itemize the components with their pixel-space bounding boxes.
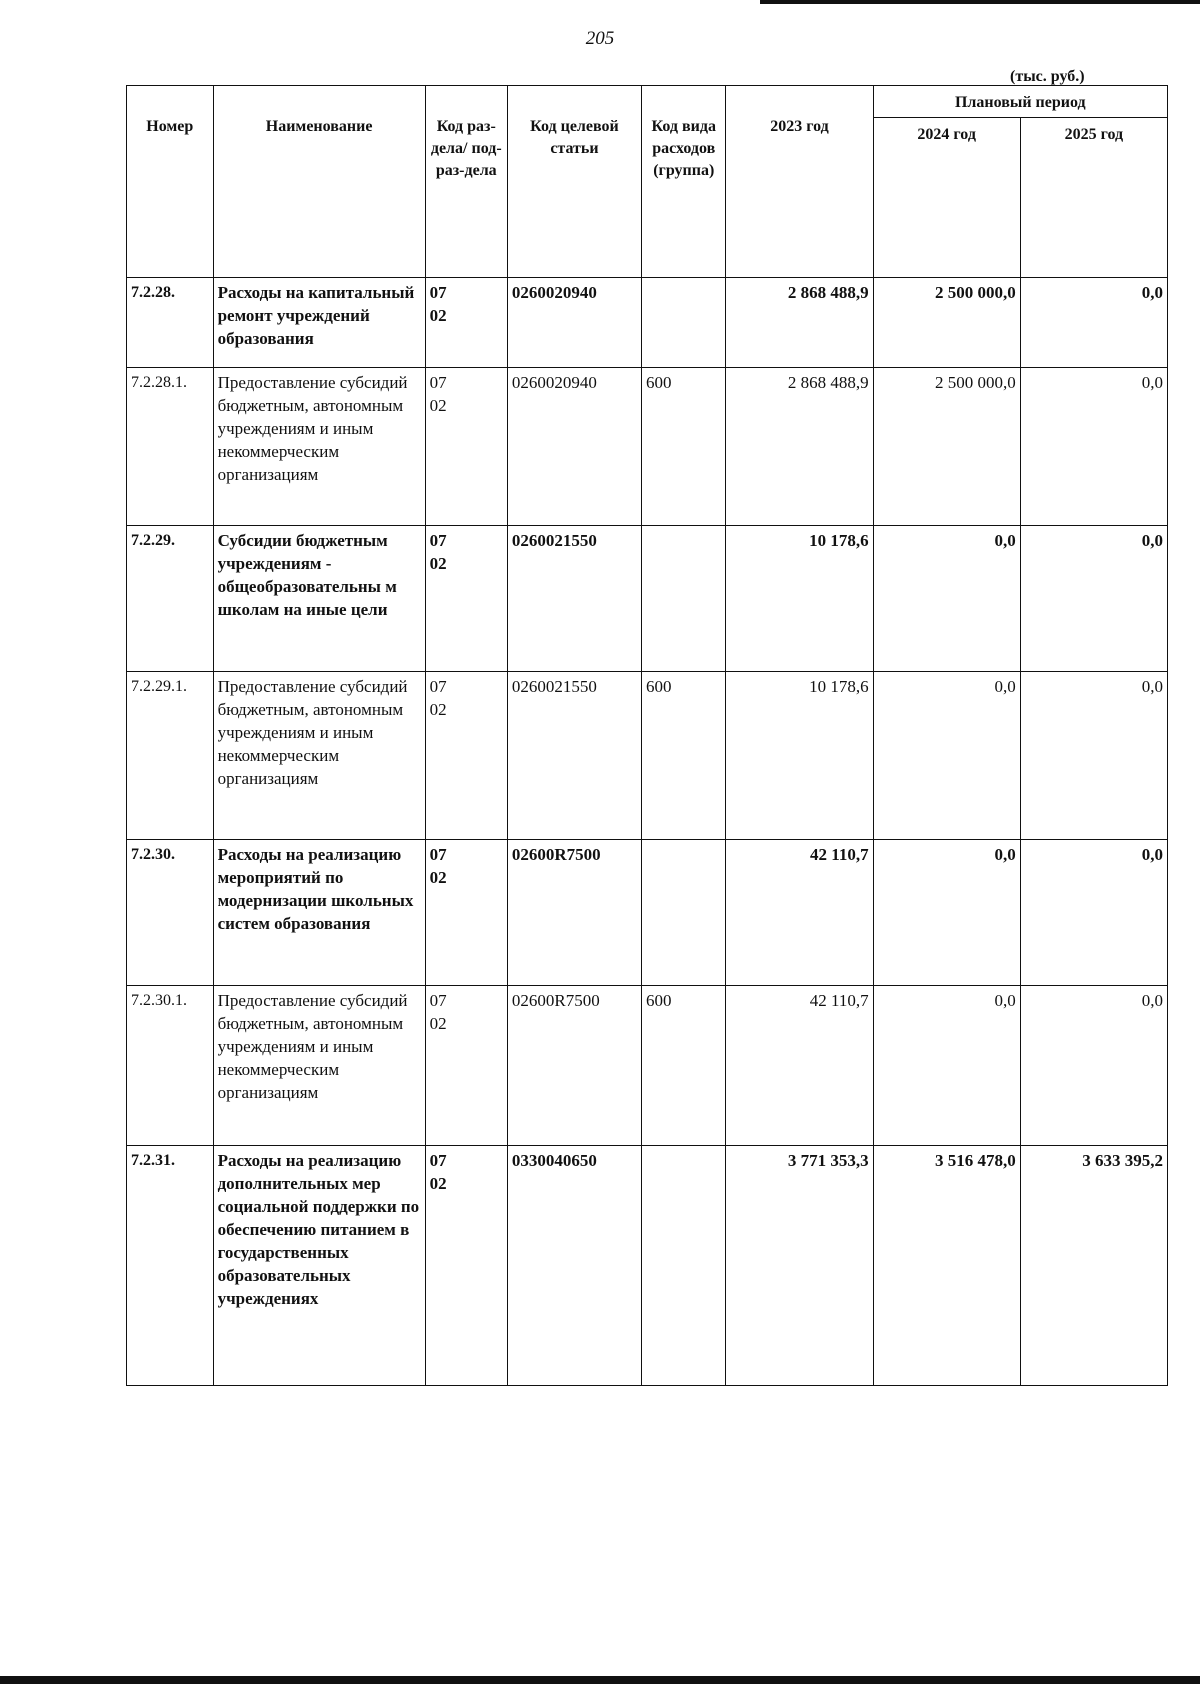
- row-amount-2024: 2 500 000,0: [873, 368, 1020, 526]
- row-target-code: 02600R7500: [507, 986, 641, 1146]
- row-amount-2023: 2 868 488,9: [726, 368, 873, 526]
- header-number: Номер: [127, 86, 214, 278]
- row-target-code: 0260021550: [507, 672, 641, 840]
- row-section-code: [425, 368, 507, 526]
- row-amount-2025: 3 633 395,2: [1020, 1146, 1167, 1386]
- row-amount-2024: 0,0: [873, 986, 1020, 1146]
- row-amount-2025: 0,0: [1020, 672, 1167, 840]
- row-amount-2023: 42 110,7: [726, 986, 873, 1146]
- row-name: Расходы на реализацию дополнительных мер социальной поддержки по обеспечению питанием в государственных образовательных учреждениях: [213, 1146, 425, 1386]
- row-section-code: [425, 986, 507, 1146]
- row-amount-2024: 2 500 000,0: [873, 278, 1020, 368]
- row-subsection: 02: [429, 396, 447, 415]
- header-plan-period: Плановый период: [873, 86, 1167, 118]
- header-name: Наименование: [213, 86, 425, 278]
- row-amount-2023: 3 771 353,3: [726, 1146, 873, 1386]
- row-subsection: 02: [429, 554, 447, 573]
- row-target-code: 0260021550: [507, 526, 641, 672]
- header-section-code: Код раз-дела/ под-раз-дела: [425, 86, 507, 278]
- header-expense-type: Код вида расходов (группа): [642, 86, 726, 278]
- row-amount-2023: 10 178,6: [726, 526, 873, 672]
- units-label: (тыс. руб.): [1010, 68, 1085, 85]
- table-row: [127, 1146, 1168, 1386]
- table-row: [127, 672, 1168, 840]
- row-target-code: 02600R7500: [507, 840, 641, 986]
- row-expense-type: [642, 840, 726, 986]
- row-expense-type: [642, 526, 726, 672]
- row-name: Предоставление субсидий бюджетным, автономным учреждениям и иным некоммерческим организациям: [213, 986, 425, 1146]
- row-section-code: [425, 840, 507, 986]
- table-body: [127, 278, 1168, 1386]
- row-target-code: 0330040650: [507, 1146, 641, 1386]
- row-section: 07: [429, 283, 447, 302]
- row-amount-2023: 10 178,6: [726, 672, 873, 840]
- row-amount-2025: 0,0: [1020, 278, 1167, 368]
- row-expense-type: 600: [642, 368, 726, 526]
- row-name: Субсидии бюджетным учреждениям - общеобразовательны м школам на иные цели: [213, 526, 425, 672]
- header-year-2023: 2023 год: [726, 86, 873, 278]
- row-expense-type: [642, 278, 726, 368]
- row-amount-2024: 0,0: [873, 840, 1020, 986]
- budget-table: [126, 85, 1168, 1386]
- row-amount-2024: 0,0: [873, 526, 1020, 672]
- table-row: [127, 278, 1168, 368]
- row-amount-2023: 42 110,7: [726, 840, 873, 986]
- row-expense-type: 600: [642, 986, 726, 1146]
- row-subsection: 02: [429, 306, 447, 325]
- row-subsection: 02: [429, 1174, 447, 1193]
- table-row: [127, 526, 1168, 672]
- header-year-2024: 2024 год: [873, 118, 1020, 278]
- row-amount-2023: 2 868 488,9: [726, 278, 873, 368]
- row-expense-type: 600: [642, 672, 726, 840]
- row-expense-type: [642, 1146, 726, 1386]
- row-number: 7.2.31.: [127, 1146, 214, 1386]
- row-amount-2025: 0,0: [1020, 840, 1167, 986]
- row-amount-2025: 0,0: [1020, 986, 1167, 1146]
- row-section: 07: [429, 531, 447, 550]
- scan-edge-bottom: [0, 1676, 1200, 1684]
- page-number: 205: [585, 28, 615, 49]
- row-section-code: [425, 278, 507, 368]
- header-target-code: Код целевой статьи: [507, 86, 641, 278]
- row-section: 07: [429, 373, 447, 392]
- row-name: Расходы на реализацию мероприятий по модернизации школьных систем образования: [213, 840, 425, 986]
- header-year-2025: 2025 год: [1020, 118, 1167, 278]
- row-amount-2024: 0,0: [873, 672, 1020, 840]
- row-amount-2025: 0,0: [1020, 368, 1167, 526]
- row-section: 07: [429, 991, 447, 1010]
- row-amount-2025: 0,0: [1020, 526, 1167, 672]
- row-subsection: 02: [429, 700, 447, 719]
- row-number: 7.2.30.1.: [127, 986, 214, 1146]
- table-row: [127, 840, 1168, 986]
- row-section: 07: [429, 677, 447, 696]
- row-subsection: 02: [429, 868, 447, 887]
- table-row: [127, 368, 1168, 526]
- row-section: 07: [429, 845, 447, 864]
- row-name: Предоставление субсидий бюджетным, автономным учреждениям и иным некоммерческим организациям: [213, 368, 425, 526]
- row-number: 7.2.29.: [127, 526, 214, 672]
- scan-edge-top: [760, 0, 1200, 4]
- table-row: [127, 986, 1168, 1146]
- row-number: 7.2.29.1.: [127, 672, 214, 840]
- row-name: Расходы на капитальный ремонт учреждений образования: [213, 278, 425, 368]
- table-header: [127, 86, 1168, 278]
- row-section-code: [425, 1146, 507, 1386]
- row-subsection: 02: [429, 1014, 447, 1033]
- row-section: 07: [429, 1151, 447, 1170]
- row-target-code: 0260020940: [507, 278, 641, 368]
- row-section-code: [425, 526, 507, 672]
- row-section-code: [425, 672, 507, 840]
- row-number: 7.2.28.: [127, 278, 214, 368]
- row-name: Предоставление субсидий бюджетным, автономным учреждениям и иным некоммерческим организациям: [213, 672, 425, 840]
- row-amount-2024: 3 516 478,0: [873, 1146, 1020, 1386]
- row-number: 7.2.30.: [127, 840, 214, 986]
- row-target-code: 0260020940: [507, 368, 641, 526]
- row-number: 7.2.28.1.: [127, 368, 214, 526]
